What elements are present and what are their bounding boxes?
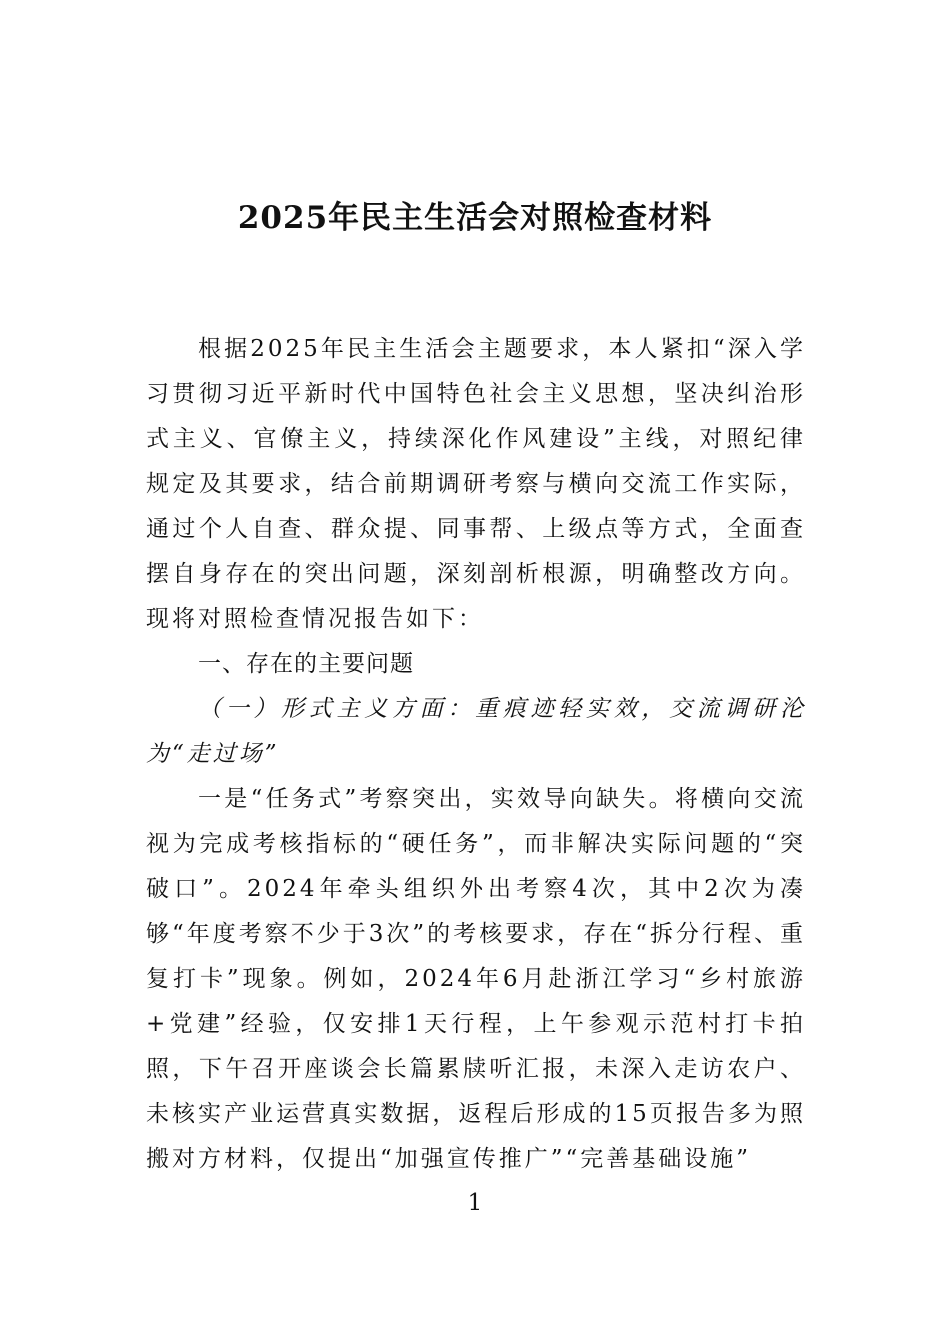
intro-paragraph: 根据2025年民主生活会主题要求，本人紧扣“深入学习贯彻习近平新时代中国特色社会主义思想，坚决纠治形式主义、官僚主义，持续深化作风建设”主线，对照纪律规定及其要求，结合前期调研考察与横向交流工作实际，通过个人自查、群众提、同事帮、上级点等方式，全面查摆自身存在的突出问题，深刻剖析根源，明确整改方向。现将对照检查情况报告如下： [146, 336, 806, 632]
subsection-heading-1: （一）形式主义方面：重痕迹轻实效，交流调研沦为“走过场” [146, 696, 806, 767]
page-number: 1 [467, 1190, 483, 1216]
document-title: 2025年民主生活会对照检查材料 [237, 200, 713, 236]
document-body [146, 327, 806, 1182]
body-paragraph-1: 一是“任务式”考察突出，实效导向缺失。将横向交流视为完成考核指标的“硬任务”，而非解决实际问题的“突破口”。2024年牵头组织外出考察4次，其中2次为凑够“年度考察不少于3次”的考核要求，存在“拆分行程、重复打卡”现象。例如，2024年6月赴浙江学习“乡村旅游+党建”经验，仅安排1天行程，上午参观示范村打卡拍照，下午召开座谈会长篇累牍听汇报，未深入走访农户、未核实产业运营真实数据，返程后形成的15页报告多为照搬对方材料，仅提出“加强宣传推广”“完善基础设施” [146, 786, 806, 1172]
section-heading-1: 一、存在的主要问题 [198, 651, 414, 677]
